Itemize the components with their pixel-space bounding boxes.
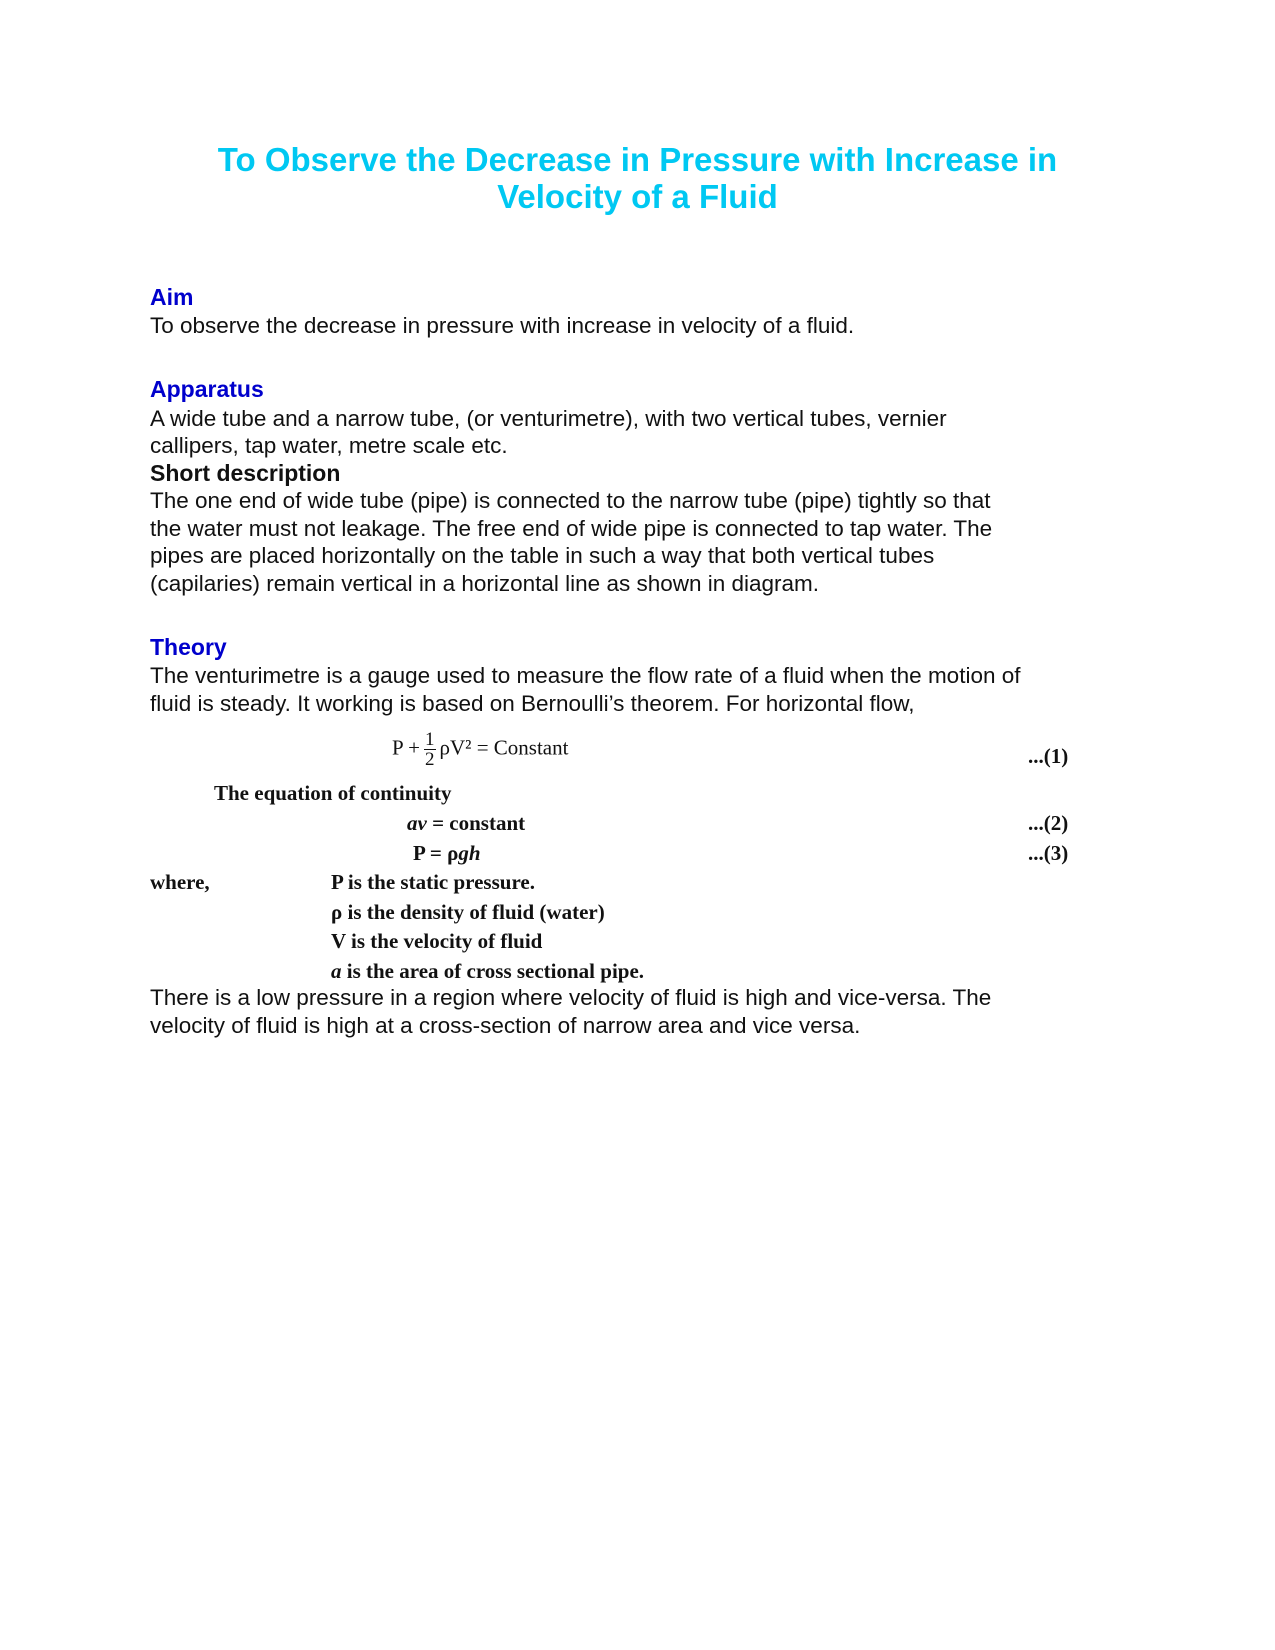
definition: P is the static pressure. xyxy=(331,870,535,894)
eq3-var: gh xyxy=(458,841,481,865)
def4-rest: is the area of cross sectional pipe. xyxy=(341,959,645,983)
apparatus-heading: Apparatus xyxy=(150,376,264,402)
eq3-lhs: P = ρ xyxy=(413,841,459,865)
theory-heading: Theory xyxy=(150,634,227,660)
fraction-denominator: 2 xyxy=(425,749,435,770)
theory-line: fluid is steady. It working is based on Bernoulli’s theorem. For horizontal flow, xyxy=(150,691,915,716)
equation-pressure xyxy=(413,840,481,866)
definition: ρ is the density of fluid (water) xyxy=(331,900,605,924)
conclusion-line: velocity of fluid is high at a cross-section of narrow area and vice versa. xyxy=(150,1013,861,1038)
conclusion-line: There is a low pressure in a region where velocity of fluid is high and vice-versa. The xyxy=(150,985,992,1010)
eq1-rest: ρV² = Constant xyxy=(439,735,569,760)
equation-continuity xyxy=(407,810,525,836)
eq2-label: ...(2) xyxy=(1028,811,1069,835)
aim-heading: Aim xyxy=(150,284,194,310)
equation-bernoulli xyxy=(392,730,568,769)
description-line: The one end of wide tube (pipe) is connected to the narrow tube (pipe) tightly so that xyxy=(150,488,991,513)
short-description-heading: Short description xyxy=(150,460,341,486)
fraction-numerator: 1 xyxy=(425,729,435,750)
apparatus-line: callipers, tap water, metre scale etc. xyxy=(150,433,508,458)
aim-text: To observe the decrease in pressure with increase in velocity of a fluid. xyxy=(150,313,855,338)
definition: V is the velocity of fluid xyxy=(331,929,543,953)
page-title-line-2: Velocity of a Fluid xyxy=(497,178,778,215)
def4-var: a xyxy=(331,959,342,983)
description-line: (capilaries) remain vertical in a horizontal line as shown in diagram. xyxy=(150,571,820,596)
description-line: pipes are placed horizontally on the table in such a way that both vertical tubes xyxy=(150,543,935,568)
eq2-var: av xyxy=(407,811,427,835)
definition xyxy=(331,958,644,984)
eq3-label: ...(3) xyxy=(1028,841,1069,865)
page-title-line-1: To Observe the Decrease in Pressure with Increase in xyxy=(217,141,1058,178)
eq1-label: ...(1) xyxy=(1028,744,1069,768)
where-label: where, xyxy=(150,870,210,894)
apparatus-line: A wide tube and a narrow tube, (or venturimetre), with two vertical tubes, vernier xyxy=(150,406,947,431)
theory-line: The venturimetre is a gauge used to measure the flow rate of a fluid when the motion of xyxy=(150,663,1021,688)
eq1-lhs: P + xyxy=(392,735,420,760)
fraction-one-half xyxy=(424,730,436,769)
eq2-rest: = constant xyxy=(426,811,526,835)
continuity-label: The equation of continuity xyxy=(214,781,452,805)
description-line: the water must not leakage. The free end of wide pipe is connected to tap water. The xyxy=(150,516,993,541)
